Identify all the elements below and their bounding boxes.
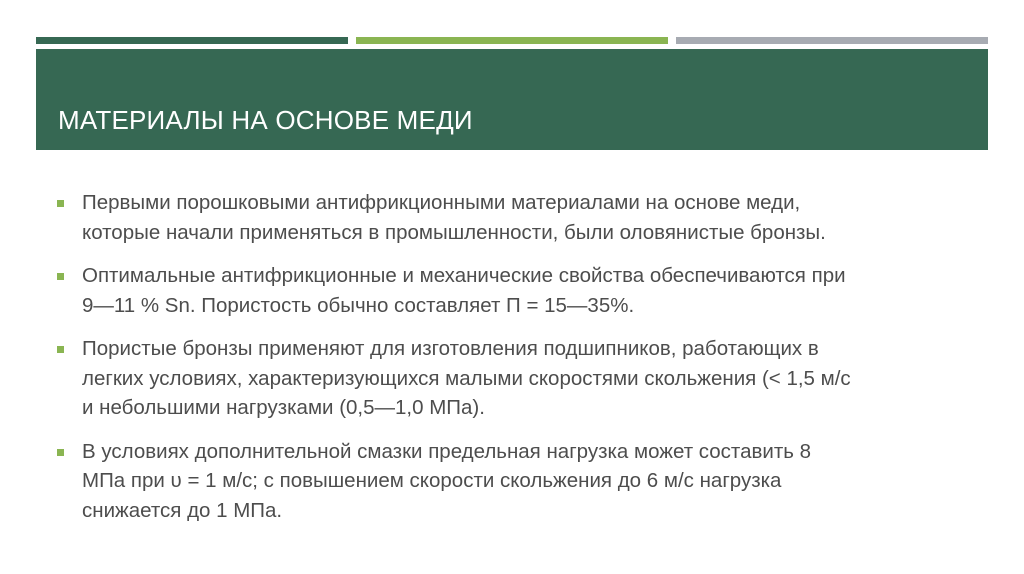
bullet-text-line: Первыми порошковыми антифрикционными материалами на основе меди, [82, 191, 801, 214]
bullet-item [57, 334, 987, 423]
title-band [36, 49, 988, 150]
bullet-text-line: Пористые бронзы применяют для изготовления подшипников, работающих в [82, 337, 819, 360]
top-bar-light-green [356, 37, 668, 44]
bullet-item [57, 188, 987, 247]
square-bullet-icon [57, 200, 64, 207]
bullet-text-line: 9—11 % Sn. Пористость обычно составляет П = 15—35%. [82, 293, 635, 317]
bullet-text-line: В условиях дополнительной смазки предельная нагрузка может составить 8 [82, 439, 812, 463]
bullet-text-line: снижается до 1 МПа. [82, 498, 283, 522]
bullet-text-line: и небольшими нагрузками (0,5—1,0 МПа). [82, 396, 485, 419]
square-bullet-icon [57, 273, 64, 280]
bullet-text-line: МПа при υ = 1 м/с; с повышением скорости скольжения до 6 м/с нагрузка [82, 469, 782, 492]
bullet-text-line: Оптимальные антифрикционные и механические свойства обеспечиваются при [82, 264, 846, 287]
square-bullet-icon [57, 346, 64, 353]
bullet-item [57, 261, 987, 320]
bullet-text-line: которые начали применяться в промышленности, были оловянистые бронзы. [82, 220, 826, 244]
bullet-item [57, 437, 987, 526]
top-decorative-bars [36, 37, 988, 44]
slide-content [57, 188, 987, 539]
bullet-text-line: легких условиях, характеризующихся малыми скоростями скольжения (< 1,5 м/с [82, 366, 851, 390]
square-bullet-icon [57, 449, 64, 456]
top-bar-dark-green [36, 37, 348, 44]
top-bar-gray [676, 37, 988, 44]
slide-title: МАТЕРИАЛЫ НА ОСНОВЕ МЕДИ [58, 105, 473, 135]
